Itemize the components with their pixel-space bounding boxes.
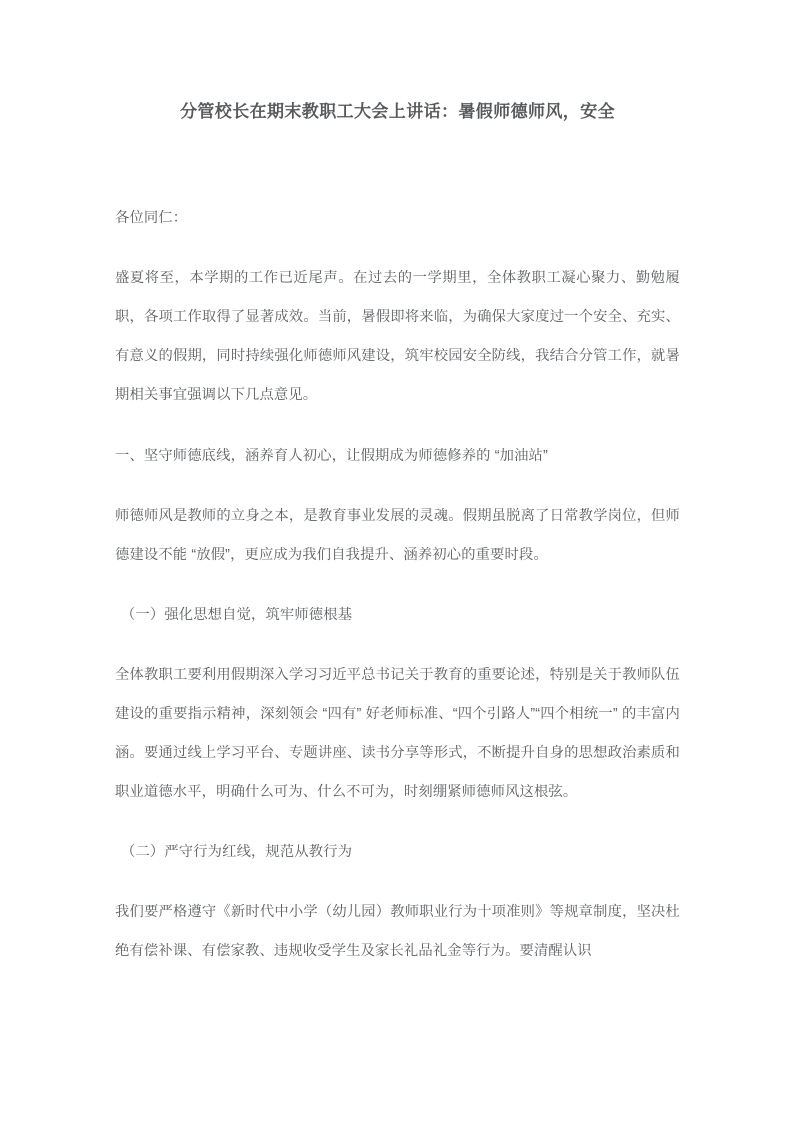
sub-heading-one-two: （二）严守行为红线，规范从教行为 xyxy=(121,843,353,860)
document-body xyxy=(115,0,680,971)
paragraph-section-one-intro: 师德师风是教师的立身之本，是教育事业发展的灵魂。假期虽脱离了日常教学岗位，但师德建设不能 “放假”，更应成为我们自我提升、涵养初心的重要时段。 xyxy=(115,507,680,563)
page-title: 分管校长在期末教职工大会上讲话：暑假师德师风，安全 xyxy=(180,102,615,121)
section-heading-one: 一、坚守师德底线，涵养育人初心，让假期成为师德修养的 “加油站” xyxy=(115,447,548,464)
paragraph-sub-one-two-body: 我们要严格遵守《新时代中小学（幼儿园）教师职业行为十项准则》等规章制度，坚决杜绝有偿补课、有偿家教、违规收受学生及家长礼品礼金等行为。要清醒认识 xyxy=(115,903,680,959)
paragraph-sub-one-one-body: 全体教职工要利用假期深入学习习近平总书记关于教育的重要论述，特别是关于教师队伍建设的重要指示精神，深刻领会 “四有” 好老师标准、“四个引路人”“四个相统一” 的丰富内涵。要通过线上学习平台、专题讲座、读书分享等形式，不断提升自身的思想政治素质和职业道德水平，明确什么可为、什么不可为，时刻绷紧师德师风这根弦。 xyxy=(115,666,680,800)
salutation-line: 各位同仁： xyxy=(115,209,188,226)
paragraph-intro: 盛夏将至，本学期的工作已近尾声。在过去的一学期里，全体教职工凝心聚力、勤勉履职，各项工作取得了显著成效。当前，暑假即将来临，为确保大家度过一个安全、充实、有意义的假期，同时持续强化师德师风建设，筑牢校园安全防线，我结合分管工作，就暑期相关事宜强调以下几点意见。 xyxy=(115,269,680,403)
sub-heading-one-one: （一）强化思想自觉，筑牢师德根基 xyxy=(121,606,353,623)
